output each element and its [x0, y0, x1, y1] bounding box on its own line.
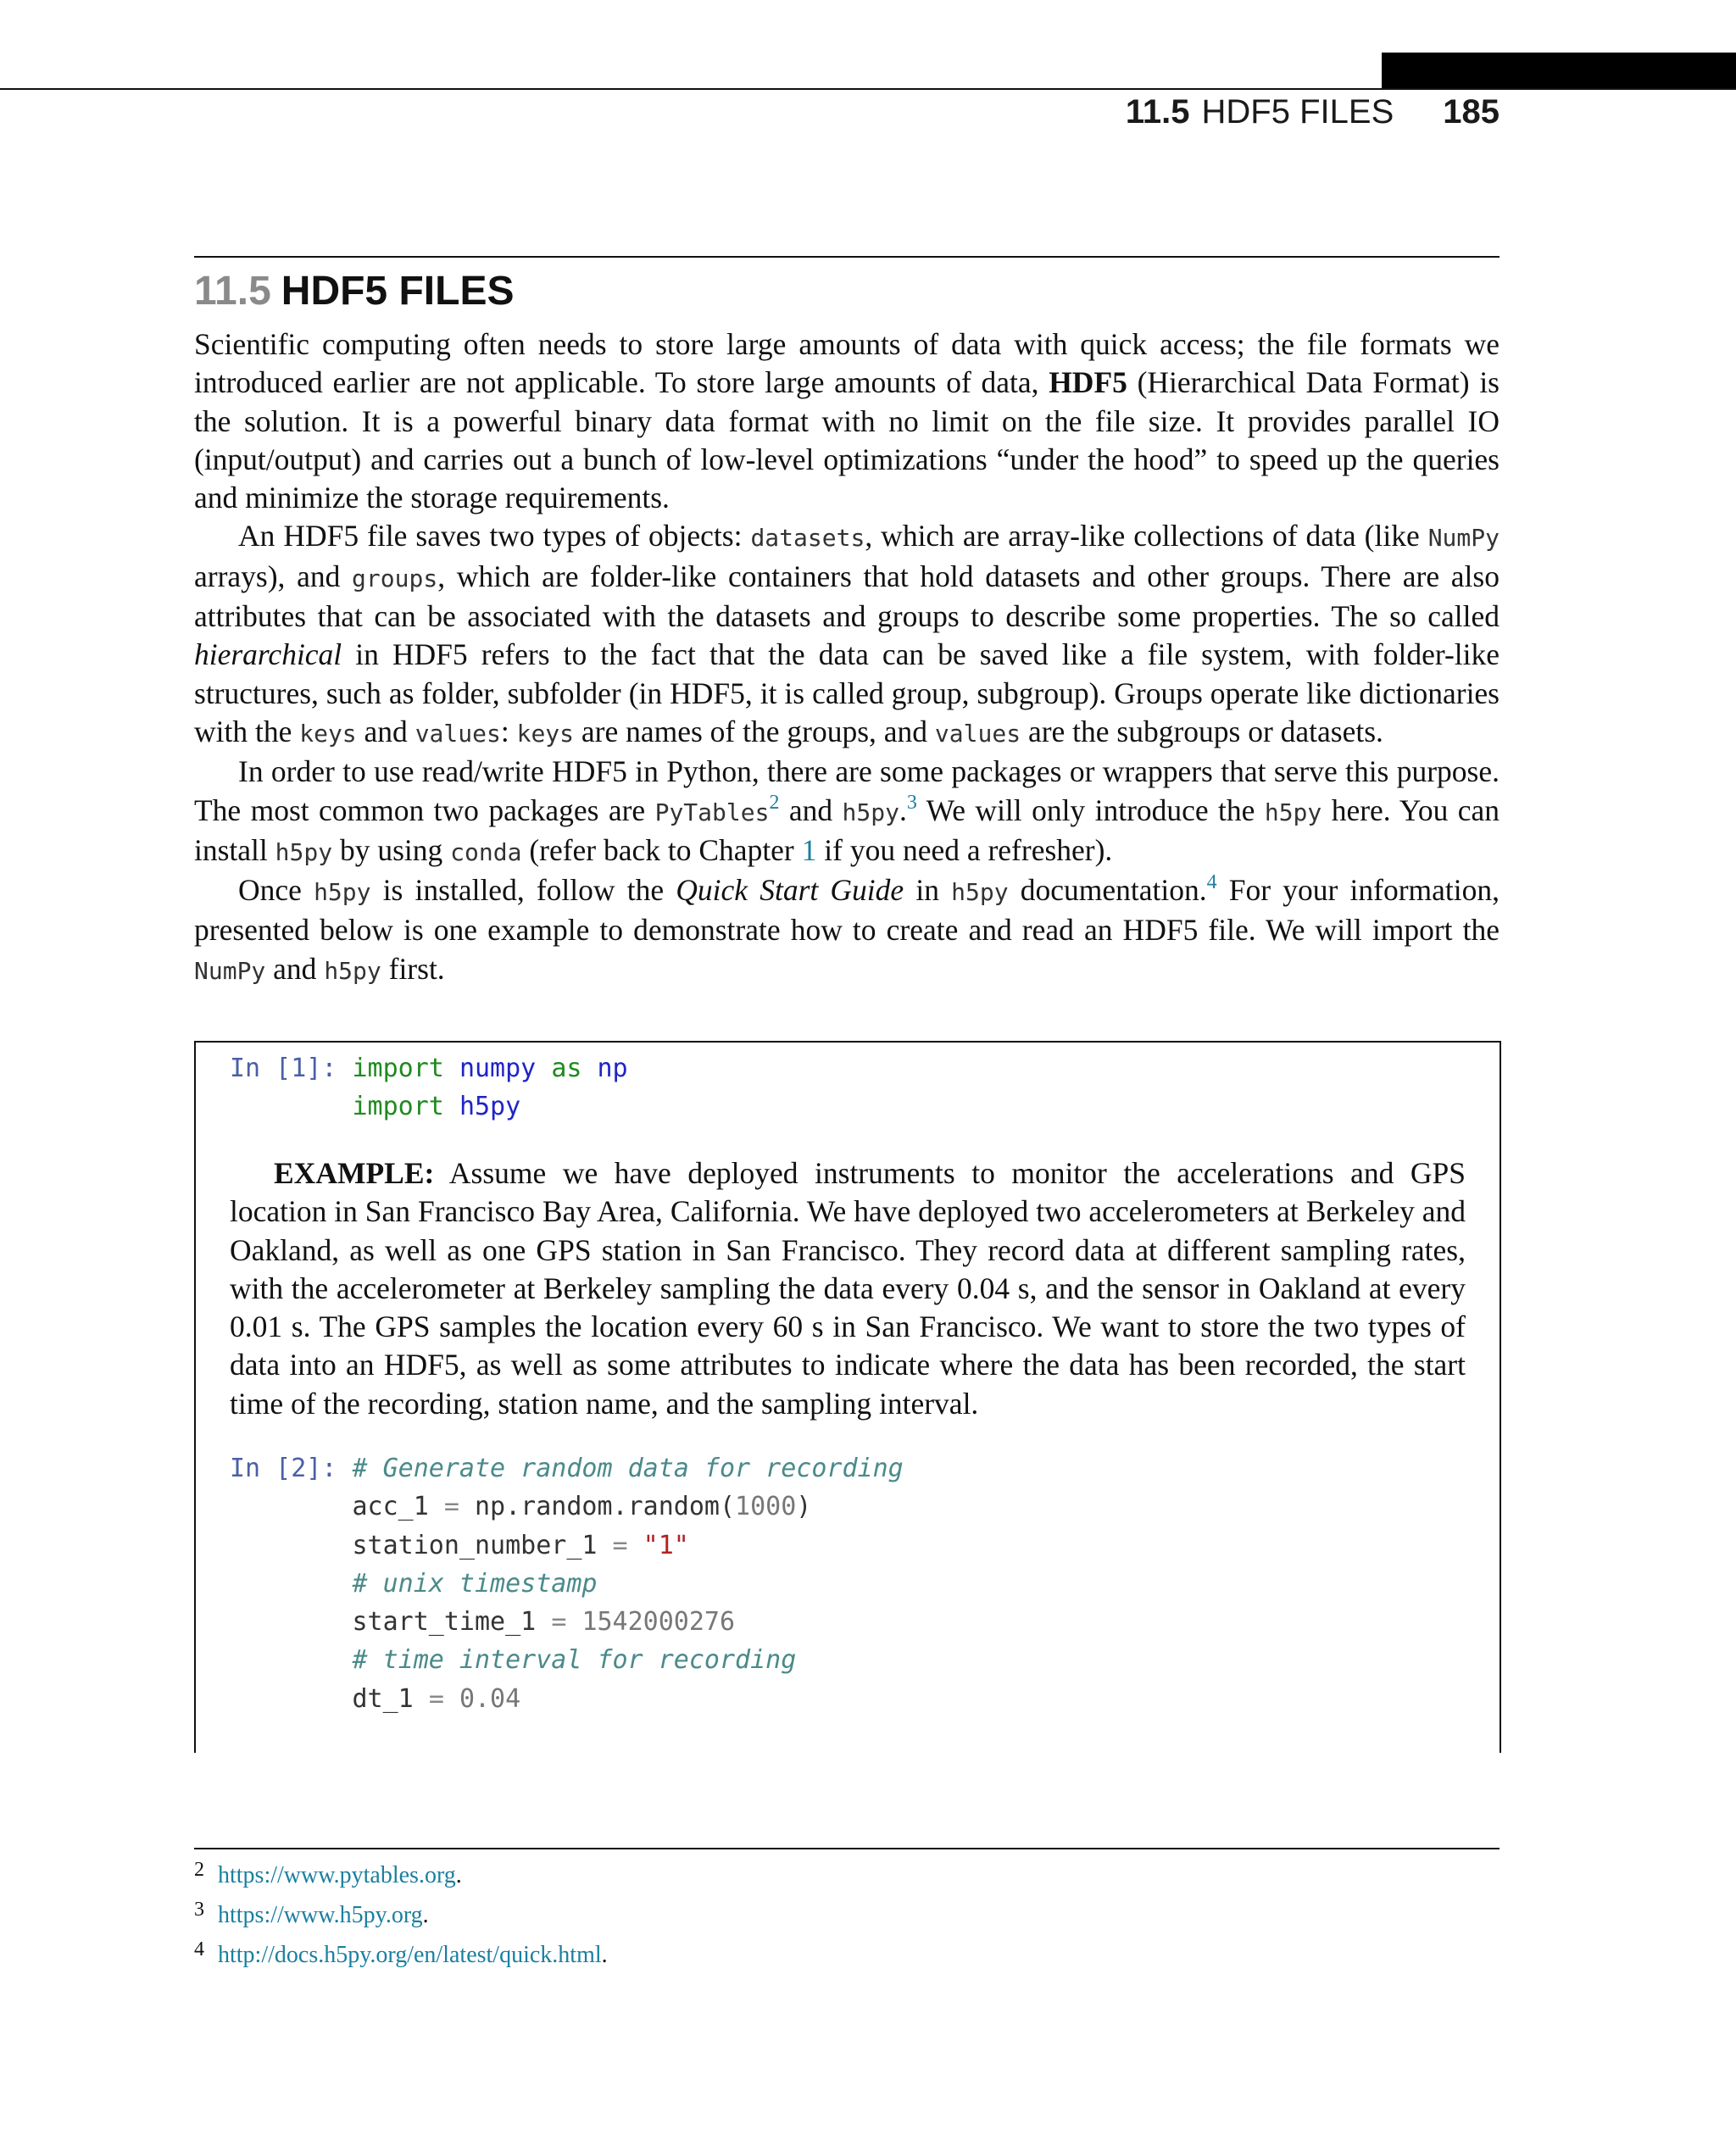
footnote-link[interactable]: http://docs.h5py.org/en/latest/quick.html [218, 1942, 602, 1968]
text-run: in [904, 873, 952, 908]
text-run: is installed, follow the [370, 873, 676, 908]
section-title: HDF5 FILES [281, 269, 515, 314]
footnote-link[interactable]: https://www.h5py.org [218, 1902, 423, 1928]
cell-prompt: In [2]: [230, 1454, 337, 1483]
footnote-period: . [601, 1942, 608, 1968]
code-operator: = [428, 1683, 444, 1714]
footnote-4 [194, 1932, 608, 1972]
code-comment: # Generate random data for recording [352, 1454, 904, 1483]
cell-prompt: In [1]: [230, 1054, 337, 1083]
code-number: 0.04 [459, 1683, 521, 1714]
footnote-ref-3[interactable]: 3 [906, 791, 917, 814]
code-h5py: h5py [951, 878, 1009, 907]
running-head-section-number: 11.5 [1125, 93, 1190, 131]
footnote-mark: 3 [194, 1899, 204, 1921]
example-label: EXAMPLE: [274, 1156, 435, 1190]
paragraph-3 [194, 753, 1500, 871]
code-text: station_number_1 [352, 1530, 613, 1560]
text-run: , which are folder-like containers that hold datasets and other groups. There are also attributes that can be associated with the datasets and groups to describe some properties. The so called [194, 559, 1500, 634]
code-text: acc_1 [352, 1492, 444, 1522]
keyword: import [352, 1092, 444, 1122]
text-run: In order to use read/write HDF5 in Python, there are some packages or wrappers that serve this purpose. The most common two packages are [194, 754, 1500, 827]
text-run: and [356, 714, 415, 748]
footnote-3 [194, 1893, 608, 1932]
section-number: 11.5 [194, 269, 271, 314]
code-keys: keys [516, 719, 575, 748]
code-keys: keys [299, 719, 357, 748]
example-text: Assume we have deployed instruments to monitor the accelerations and GPS location in San Francisco Bay Area, California. We have deployed two accelerometers at Berkeley and Oakland, as well as one GPS station in San Francisco. They record data at different sampling rates, with the accelerometer at Berkeley sampling the data every 0.04 s, and the sensor in Oakland at every 0.01 s. The GPS samples the location every 60 s in San Francisco. We want to store the two types of data into an HDF5, as well as some attributes to indicate where the data has been recorded, the start time of the recording, station name, and the sampling interval. [230, 1156, 1466, 1421]
header-tab-bar [1382, 53, 1736, 90]
code-h5py: h5py [314, 878, 371, 907]
text-run: Scientific computing often needs to store large amounts of data with quick access; the file formats we introduced earlier are not applicable. To store large amounts of data, [194, 327, 1500, 400]
code-text: start_time_1 [352, 1607, 552, 1638]
footnote-ref-2[interactable]: 2 [769, 791, 780, 814]
code-text: np.random.random( [459, 1492, 736, 1522]
text-run: are the subgroups or datasets. [1021, 714, 1383, 748]
code-values: values [934, 719, 1021, 748]
footnote-period: . [455, 1862, 462, 1888]
code-numpy: NumPy [194, 956, 266, 985]
text-run: here. You can install [194, 792, 1500, 867]
code-h5py: h5py [842, 798, 899, 826]
footnote-mark: 4 [194, 1938, 204, 1960]
text-run: in HDF5 refers to the fact that the data can be saved like a file system, with folder-like structures, such as folder, subfolder (in HDF5, it is called group, subgroup). Groups operate like dictionaries with the [194, 637, 1500, 748]
footnote-rule [194, 1848, 1500, 1849]
text-run: (refer back to Chapter [521, 832, 802, 867]
section-rule [194, 256, 1500, 258]
footnote-mark: 2 [194, 1859, 204, 1881]
code-h5py: h5py [324, 956, 381, 985]
code-string: "1" [643, 1530, 689, 1560]
text-run: arrays), and [194, 559, 353, 593]
text-run: . [899, 792, 907, 827]
code-values: values [415, 719, 501, 748]
term-hdf5: HDF5 [1049, 365, 1127, 400]
body-text [194, 325, 1500, 990]
paragraph-1 [194, 325, 1500, 517]
footnote-period: . [422, 1902, 429, 1928]
code-box [194, 1041, 1501, 1753]
text-run: Once [238, 873, 314, 908]
code-cell-2 [230, 1449, 904, 1718]
term-quick-start-guide: Quick Start Guide [676, 873, 904, 908]
header-rule [0, 88, 1736, 90]
code-numpy: NumPy [1427, 524, 1500, 553]
module-name: numpy [459, 1054, 537, 1083]
example-paragraph [230, 1154, 1466, 1423]
text-run: if you need a refresher). [816, 832, 1113, 867]
text-run: : [500, 714, 517, 748]
code-comment: # unix timestamp [352, 1568, 598, 1599]
running-head-section-title: HDF5 FILES [1201, 93, 1394, 131]
text-run: are names of the groups, and [574, 714, 935, 748]
term-hierarchical: hierarchical [194, 637, 342, 672]
code-datasets: datasets [750, 524, 865, 553]
text-run: and [779, 792, 843, 827]
text-run: An HDF5 file saves two types of objects: [238, 519, 751, 553]
paragraph-2 [194, 517, 1500, 753]
code-operator: = [612, 1530, 628, 1560]
code-number: 1542000276 [581, 1607, 736, 1638]
keyword: import [352, 1054, 444, 1083]
text-run: We will only introduce the [916, 792, 1265, 827]
code-text: ) [796, 1492, 812, 1522]
code-operator: = [551, 1607, 567, 1638]
code-conda: conda [450, 837, 522, 866]
code-h5py: h5py [1264, 798, 1322, 826]
module-alias: np [597, 1054, 628, 1083]
text-run: first. [381, 951, 445, 986]
keyword: as [551, 1054, 582, 1083]
paragraph-4 [194, 871, 1500, 990]
text-run: and [265, 951, 325, 986]
code-pytables: PyTables [654, 798, 770, 826]
footnote-link[interactable]: https://www.pytables.org [218, 1862, 456, 1888]
running-head [1126, 93, 1500, 131]
text-run: For your information, presented below is one example to demonstrate how to create and read an HDF5 file. We will import the [194, 873, 1500, 948]
code-h5py: h5py [275, 837, 333, 866]
text-run: documentation. [1008, 873, 1207, 908]
chapter-link[interactable]: 1 [801, 832, 817, 867]
footnote-ref-4[interactable]: 4 [1206, 871, 1217, 894]
footnotes [194, 1853, 608, 1972]
section-heading [194, 268, 514, 314]
text-run: by using [332, 832, 451, 867]
code-comment: # time interval for recording [352, 1645, 797, 1676]
code-number: 1000 [735, 1492, 797, 1522]
text-run: (Hierarchical Data Format) is the solution. It is a powerful binary data format with no limit on the file size. It provides parallel IO (input/output) and carries out a bunch of low-level optimizations “under the hood” to speed up the queries and minimize the storage requirements. [194, 365, 1500, 515]
page-number: 185 [1443, 93, 1500, 131]
text-run: , which are array-like collections of data (like [865, 519, 1428, 553]
code-groups: groups [352, 564, 438, 592]
code-cell-1 [230, 1049, 628, 1126]
module-name: h5py [459, 1092, 521, 1122]
code-operator: = [443, 1492, 459, 1522]
code-text: dt_1 [352, 1683, 429, 1714]
footnote-2 [194, 1853, 608, 1893]
